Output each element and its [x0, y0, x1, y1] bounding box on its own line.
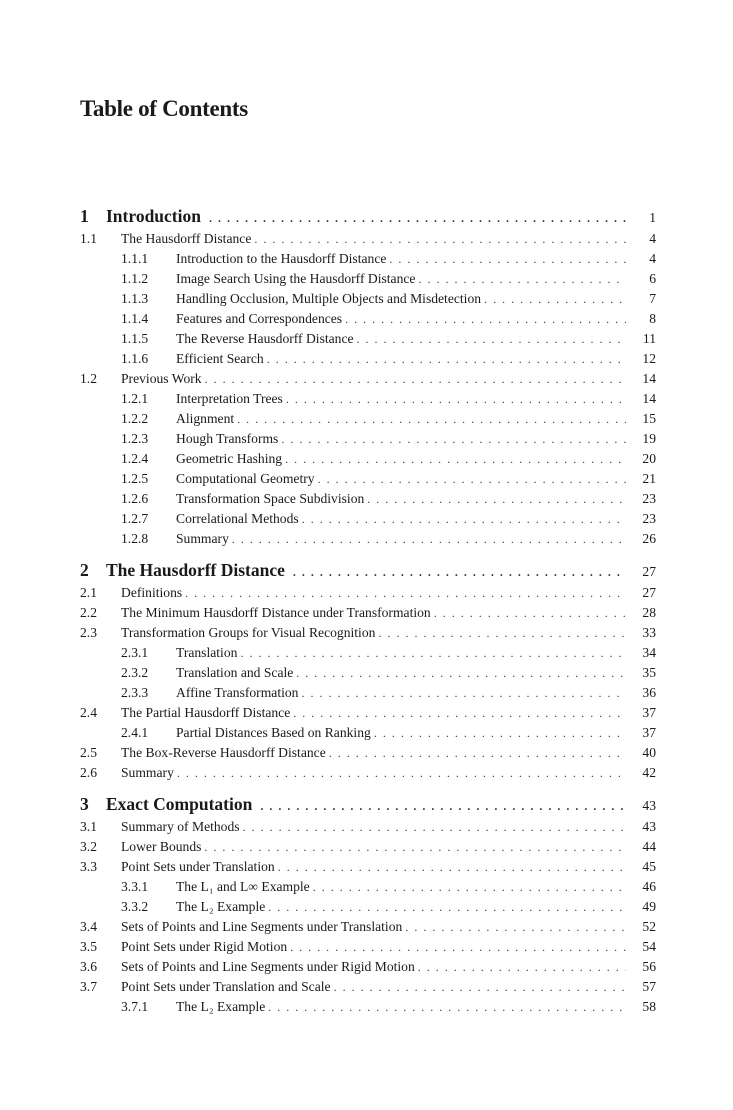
toc-entry-number: 1.2 — [80, 371, 97, 386]
toc-entry-number: 2.4 — [80, 705, 97, 720]
toc-entry-title: Transformation Space Subdivision — [176, 491, 365, 506]
dot-leader — [268, 997, 626, 1017]
toc-entry-title: Alignment — [176, 411, 235, 426]
toc-entry-number: 1.2.1 — [121, 391, 149, 406]
toc-entry-page: 52 — [642, 919, 656, 934]
toc-entry-number: 2.1 — [80, 585, 97, 600]
dot-leader — [260, 793, 626, 819]
toc-section[interactable] — [80, 857, 656, 877]
toc-entry-number: 3.3.2 — [121, 899, 149, 914]
toc-entry-number: 1.2.5 — [121, 471, 149, 486]
toc-entry-number: 3.3.1 — [121, 879, 149, 894]
dot-leader — [237, 409, 626, 429]
toc-entry-title: Sets of Points and Line Segments under Translation — [121, 919, 403, 934]
dot-leader — [204, 837, 626, 857]
toc-entry-page: 49 — [642, 899, 656, 914]
toc-entry-page: 57 — [642, 979, 656, 994]
toc-entry-number: 1 — [80, 206, 89, 226]
toc-entry-page: 1 — [649, 210, 656, 225]
toc-subsection[interactable] — [80, 269, 656, 289]
dot-leader — [367, 489, 626, 509]
toc-section[interactable] — [80, 957, 656, 977]
toc-entry-page: 58 — [642, 999, 656, 1014]
dot-leader — [232, 529, 626, 549]
toc-subsection[interactable] — [80, 449, 656, 469]
toc-chapter[interactable] — [80, 791, 656, 817]
toc-entry-number: 1.1.1 — [121, 251, 149, 266]
dot-leader — [243, 817, 626, 837]
toc-entry-title: Point Sets under Rigid Motion — [121, 939, 288, 954]
toc-entry-page: 36 — [642, 685, 656, 700]
toc-entry-page: 4 — [649, 231, 656, 246]
dot-leader — [290, 937, 626, 957]
toc-subsection[interactable] — [80, 469, 656, 489]
toc-section[interactable] — [80, 937, 656, 957]
toc-entry-number: 3.2 — [80, 839, 97, 854]
toc-entry-number: 1.1.6 — [121, 351, 149, 366]
toc-entry-page: 33 — [642, 625, 656, 640]
dot-leader — [285, 449, 626, 469]
toc-entry-number: 1.1 — [80, 231, 97, 246]
toc-entry-title: Summary — [121, 765, 174, 780]
toc-entry-number: 2.4.1 — [121, 725, 149, 740]
toc-entry-number: 1.1.4 — [121, 311, 149, 326]
toc-entry-page: 27 — [642, 564, 656, 579]
toc-entry-title: Transformation Groups for Visual Recognition — [121, 625, 376, 640]
toc-entry-number: 2.5 — [80, 745, 97, 760]
toc-entry-number: 3.5 — [80, 939, 97, 954]
toc-entry-number: 2 — [80, 560, 89, 580]
toc-section[interactable] — [80, 817, 656, 837]
toc-section[interactable] — [80, 763, 656, 783]
toc-entry-page: 43 — [642, 798, 656, 813]
toc-entry-page: 11 — [642, 331, 656, 346]
toc-entry-title: Exact Computation — [106, 794, 253, 814]
toc-entry-title: Point Sets under Translation and Scale — [121, 979, 331, 994]
toc-entry-page: 14 — [642, 391, 656, 406]
toc-entry-number: 1.2.6 — [121, 491, 149, 506]
toc-entry-number: 3.1 — [80, 819, 97, 834]
toc-subsection[interactable] — [80, 663, 656, 683]
dot-leader — [484, 289, 626, 309]
toc-entry-title: Efficient Search — [176, 351, 264, 366]
toc-entry-title: The Box-Reverse Hausdorff Distance — [121, 745, 326, 760]
toc-section[interactable] — [80, 977, 656, 997]
toc-entry-page: 45 — [642, 859, 656, 874]
toc-entry-title: Affine Transformation — [176, 685, 299, 700]
toc-entry-page: 46 — [642, 879, 656, 894]
toc-entry-number: 3 — [80, 794, 89, 814]
dot-leader — [345, 309, 626, 329]
toc-entry-title: The L₂ Example — [176, 999, 266, 1014]
toc-entry-page: 56 — [642, 959, 656, 974]
toc-section[interactable] — [80, 743, 656, 763]
toc-subsection[interactable] — [80, 309, 656, 329]
toc-subsection[interactable] — [80, 409, 656, 429]
toc-entry-title: The Hausdorff Distance — [121, 231, 252, 246]
dot-leader — [240, 643, 626, 663]
toc-entry-page: 27 — [642, 585, 656, 600]
toc-entry-title: Hough Transforms — [176, 431, 279, 446]
toc-entry-page: 23 — [642, 511, 656, 526]
toc-entry-page: 8 — [649, 311, 656, 326]
dot-leader — [405, 917, 626, 937]
toc-entry-page: 4 — [649, 251, 656, 266]
toc-entry-number: 3.3 — [80, 859, 97, 874]
toc-entry-number: 1.2.3 — [121, 431, 149, 446]
toc-entry-number: 2.3.2 — [121, 665, 149, 680]
toc-entry-page: 40 — [642, 745, 656, 760]
toc-entry-number: 1.2.7 — [121, 511, 149, 526]
toc-entry-page: 37 — [642, 725, 656, 740]
toc-subsection[interactable] — [80, 389, 656, 409]
toc-entry-page: 37 — [642, 705, 656, 720]
toc-entry-number: 2.3.1 — [121, 645, 149, 660]
toc-entry-title: The Minimum Hausdorff Distance under Transformation — [121, 605, 431, 620]
toc-entry-number: 1.1.3 — [121, 291, 149, 306]
toc-subsection[interactable] — [80, 877, 656, 897]
toc-entry-page: 34 — [642, 645, 656, 660]
toc-entry-page: 7 — [649, 291, 656, 306]
toc-entry-title: The Reverse Hausdorff Distance — [176, 331, 354, 346]
toc-entry-title: The L₁ and L∞ Example — [176, 879, 310, 894]
toc-entry-title: Partial Distances Based on Ranking — [176, 725, 371, 740]
toc-entry-title: The Hausdorff Distance — [106, 560, 285, 580]
toc-entry-title: Image Search Using the Hausdorff Distance — [176, 271, 416, 286]
dot-leader — [286, 389, 626, 409]
dot-leader — [254, 229, 626, 249]
toc-subsection[interactable] — [80, 349, 656, 369]
toc-entry-page: 26 — [642, 531, 656, 546]
dot-leader — [281, 429, 626, 449]
dot-leader — [185, 583, 626, 603]
toc-entry-page: 43 — [642, 819, 656, 834]
dot-leader — [313, 877, 626, 897]
toc-entry-title: Interpretation Trees — [176, 391, 283, 406]
toc-entry-title: Computational Geometry — [176, 471, 315, 486]
toc-entry-number: 2.6 — [80, 765, 97, 780]
dot-leader — [302, 509, 626, 529]
toc-entry-page: 12 — [642, 351, 656, 366]
toc-entry-page: 6 — [649, 271, 656, 286]
dot-leader — [329, 743, 626, 763]
toc-subsection[interactable] — [80, 489, 656, 509]
toc-entry-title: Correlational Methods — [176, 511, 299, 526]
toc-entry-page: 14 — [642, 371, 656, 386]
dot-leader — [293, 559, 626, 585]
toc-subsection[interactable] — [80, 429, 656, 449]
dot-leader — [278, 857, 626, 877]
toc-entry-page: 28 — [642, 605, 656, 620]
toc-entry-page: 42 — [642, 765, 656, 780]
toc-entry-number: 1.2.2 — [121, 411, 149, 426]
toc-subsection[interactable] — [80, 643, 656, 663]
toc-entry-title: Geometric Hashing — [176, 451, 283, 466]
toc-entry-title: Lower Bounds — [121, 839, 202, 854]
toc-entry-page: 23 — [642, 491, 656, 506]
toc-section[interactable] — [80, 369, 656, 389]
toc-subsection[interactable] — [80, 509, 656, 529]
dot-leader — [418, 957, 626, 977]
toc-section[interactable] — [80, 229, 656, 249]
toc-section[interactable] — [80, 703, 656, 723]
toc-entry-title: Point Sets under Translation — [121, 859, 275, 874]
dot-leader — [334, 977, 626, 997]
dot-leader — [357, 329, 626, 349]
dot-leader — [209, 205, 626, 231]
toc-entry-title: Translation and Scale — [176, 665, 294, 680]
toc-section[interactable] — [80, 623, 656, 643]
toc-subsection[interactable] — [80, 289, 656, 309]
toc-entry-page: 44 — [642, 839, 656, 854]
toc-entry-page: 15 — [642, 411, 656, 426]
toc-section[interactable] — [80, 583, 656, 603]
dot-leader — [318, 469, 626, 489]
toc-entry-title: Features and Correspondences — [176, 311, 343, 326]
toc-entry-number: 1.1.2 — [121, 271, 149, 286]
toc-entry-page: 21 — [642, 471, 656, 486]
toc-entry-title: Introduction — [106, 206, 201, 226]
dot-leader — [301, 683, 626, 703]
dot-leader — [267, 349, 626, 369]
toc-entry-page: 54 — [642, 939, 656, 954]
dot-leader — [434, 603, 626, 623]
toc-section[interactable] — [80, 917, 656, 937]
toc-entry-title: Introduction to the Hausdorff Distance — [176, 251, 387, 266]
toc-entry-title: Sets of Points and Line Segments under Rigid Motion — [121, 959, 415, 974]
toc-section[interactable] — [80, 837, 656, 857]
toc-entry-title: Summary of Methods — [121, 819, 240, 834]
table-of-contents — [80, 203, 656, 1017]
dot-leader — [268, 897, 626, 917]
toc-entry-number: 1.2.8 — [121, 531, 149, 546]
toc-subsection[interactable] — [80, 683, 656, 703]
dot-leader — [418, 269, 626, 289]
toc-section[interactable] — [80, 603, 656, 623]
toc-chapter[interactable] — [80, 557, 656, 583]
toc-entry-title: Definitions — [121, 585, 183, 600]
toc-chapter[interactable] — [80, 203, 656, 229]
toc-entry-page: 35 — [642, 665, 656, 680]
page-title: Table of Contents — [80, 96, 248, 121]
toc-subsection[interactable] — [80, 249, 656, 269]
dot-leader — [293, 703, 626, 723]
toc-entry-page: 19 — [642, 431, 656, 446]
dot-leader — [177, 763, 626, 783]
dot-leader — [205, 369, 626, 389]
dot-leader — [374, 723, 626, 743]
toc-entry-number: 3.4 — [80, 919, 97, 934]
dot-leader — [296, 663, 626, 683]
toc-entry-number: 2.3 — [80, 625, 97, 640]
toc-entry-number: 3.7.1 — [121, 999, 149, 1014]
toc-subsection[interactable] — [80, 329, 656, 349]
toc-entry-number: 3.7 — [80, 979, 97, 994]
toc-subsection[interactable] — [80, 723, 656, 743]
toc-entry-number: 2.2 — [80, 605, 97, 620]
dot-leader — [378, 623, 626, 643]
toc-entry-title: Translation — [176, 645, 238, 660]
dot-leader — [389, 249, 626, 269]
toc-subsection[interactable] — [80, 897, 656, 917]
toc-entry-title: Summary — [176, 531, 229, 546]
toc-entry-title: Previous Work — [121, 371, 202, 386]
toc-entry-page: 20 — [642, 451, 656, 466]
toc-subsection[interactable] — [80, 997, 656, 1017]
toc-entry-title: Handling Occlusion, Multiple Objects and Misdetection — [176, 291, 482, 306]
toc-entry-number: 3.6 — [80, 959, 97, 974]
toc-subsection[interactable] — [80, 529, 656, 549]
toc-entry-number: 1.1.5 — [121, 331, 149, 346]
toc-entry-number: 2.3.3 — [121, 685, 149, 700]
toc-entry-title: The Partial Hausdorff Distance — [121, 705, 291, 720]
toc-entry-number: 1.2.4 — [121, 451, 149, 466]
toc-entry-title: The L₂ Example — [176, 899, 266, 914]
